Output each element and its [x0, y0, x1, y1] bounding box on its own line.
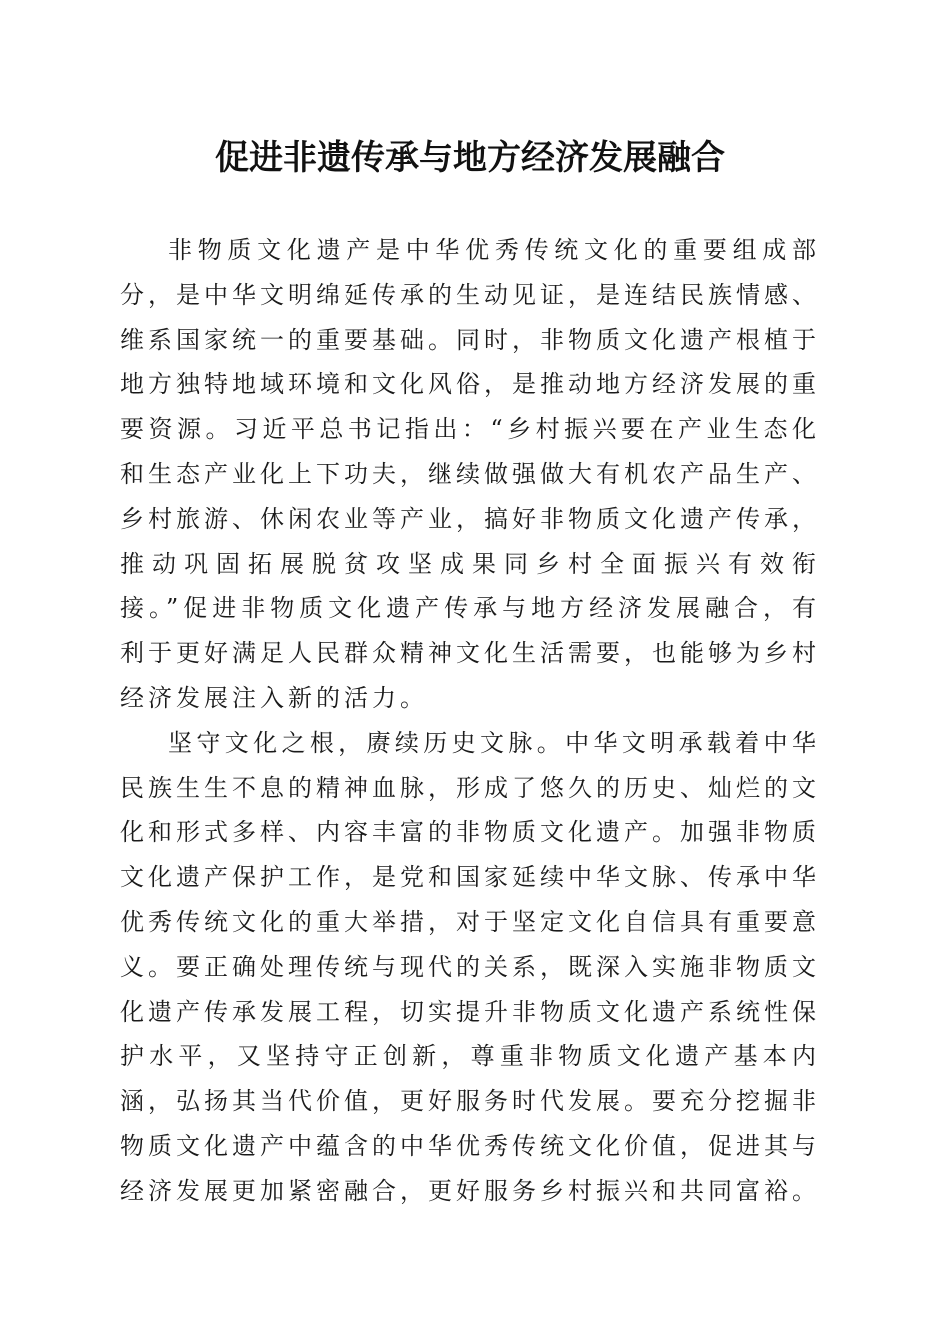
paragraph-1: 非物质文化遗产是中华优秀传统文化的重要组成部分，是中华文明绵延传承的生动见证，是连结民族情感、维系国家统一的重要基础。同时，非物质文化遗产根植于地方独特地域环境和文化风俗，是推动地方经济发展的重要资源。习近平总书记指出：“乡村振兴要在产业生态化和生态产业化上下功夫，继续做强做大有机农产品生产、乡村旅游、休闲农业等产业，搞好非物质文化遗产传承，推动巩固拓展脱贫攻坚成果同乡村全面振兴有效衔接。”促进非物质文化遗产传承与地方经济发展融合，有利于更好满足人民群众精神文化生活需要，也能够为乡村经济发展注入新的活力。 [120, 236, 820, 712]
document-body [120, 228, 820, 1214]
document-title: 促进非遗传承与地方经济发展融合 [215, 138, 725, 178]
paragraph-2: 坚守文化之根，赓续历史文脉。中华文明承载着中华民族生生不息的精神血脉，形成了悠久的历史、灿烂的文化和形式多样、内容丰富的非物质文化遗产。加强非物质文化遗产保护工作，是党和国家延续中华文脉、传承中华优秀传统文化的重大举措，对于坚定文化自信具有重要意义。要正确处理传统与现代的关系，既深入实施非物质文化遗产传承发展工程，切实提升非物质文化遗产系统性保护水平，又坚持守正创新，尊重非物质文化遗产基本内涵，弘扬其当代价值，更好服务时代发展。要充分挖掘非物质文化遗产中蕴含的中华优秀传统文化价值，促进其与经济发展更加紧密融合，更好服务乡村振兴和共同富裕。 [120, 728, 820, 1205]
